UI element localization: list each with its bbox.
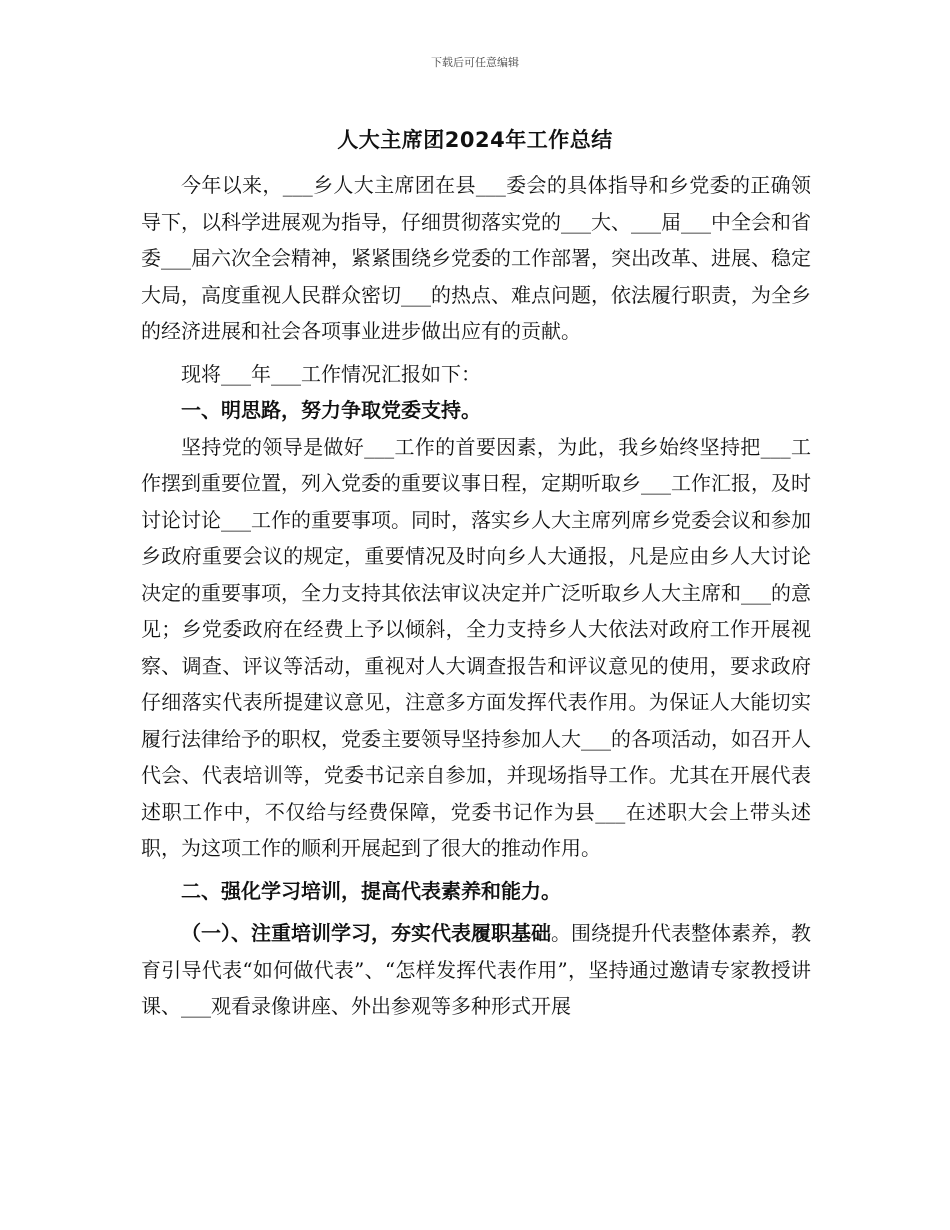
subsection-1-paragraph [141,915,811,1025]
subsection-1-heading: （一）、注重培训学习，夯实代表履职基础 [181,921,551,945]
document-title: 人大主席团2024年工作总结 [337,128,613,152]
section-heading-2: 二、强化学习培训，提高代表素养和能力。 [181,878,561,903]
header-note: 下载后可任意编辑 [431,56,519,69]
report-paragraph: 现将___年___工作情况汇报如下： [181,361,481,386]
section-heading-1: 一、明思路，努力争取党委支持。 [181,398,481,422]
document-body [141,167,811,1025]
subsection-1-text: 。围绕提升代表整体素养，教育引导代表“如何做代表”、“怎样发挥代表作用”，坚持通过邀请专家教授讲课、___观看录像讲座、外出参观等多种形式开展 [141,921,811,1018]
intro-paragraph: 今年以来，___乡人大主席团在县___委会的具体指导和乡党委的正确领导下，以科学进展观为指导，仔细贯彻落实党的___大、___届___中全会和省委___届六次全会精神，紧紧围绕乡党委的工作部署，突出改革、进展、稳定大局，高度重视人民群众密切___的热点、难点问题，依法履行职责，为全乡的经济进展和社会各项事业进步做出应有的贡献。 [141,173,811,343]
section-1-paragraph: 坚持党的领导是做好___工作的首要因素，为此，我乡始终坚持把___工作摆到重要位置，列入党委的重要议事日程，定期听取乡___工作汇报，及时讨论讨论___工作的重要事项。同时，落实乡人大主席列席乡党委会议和参加乡政府重要会议的规定，重要情况及时向乡人大通报，凡是应由乡人大讨论决定的重要事项，全力支持其依法审议决定并广泛听取乡人大主席和___的意见；乡党委政府在经费上予以倾斜，全力支持乡人大依法对政府工作开展视察、调查、评议等活动，重视对人大调查报告和评议意见的使用，要求政府仔细落实代表所提建议意见，注意多方面发挥代表作用。为保证人大能切实履行法律给予的职权，党委主要领导坚持参加人大___的各项活动，如召开人代会、代表培训等，党委书记亲自参加，并现场指导工作。尤其在开展代表述职工作中，不仅给与经费保障，党委书记作为县___在述职大会上带头述职，为这项工作的顺利开展起到了很大的推动作用。 [141,434,811,860]
